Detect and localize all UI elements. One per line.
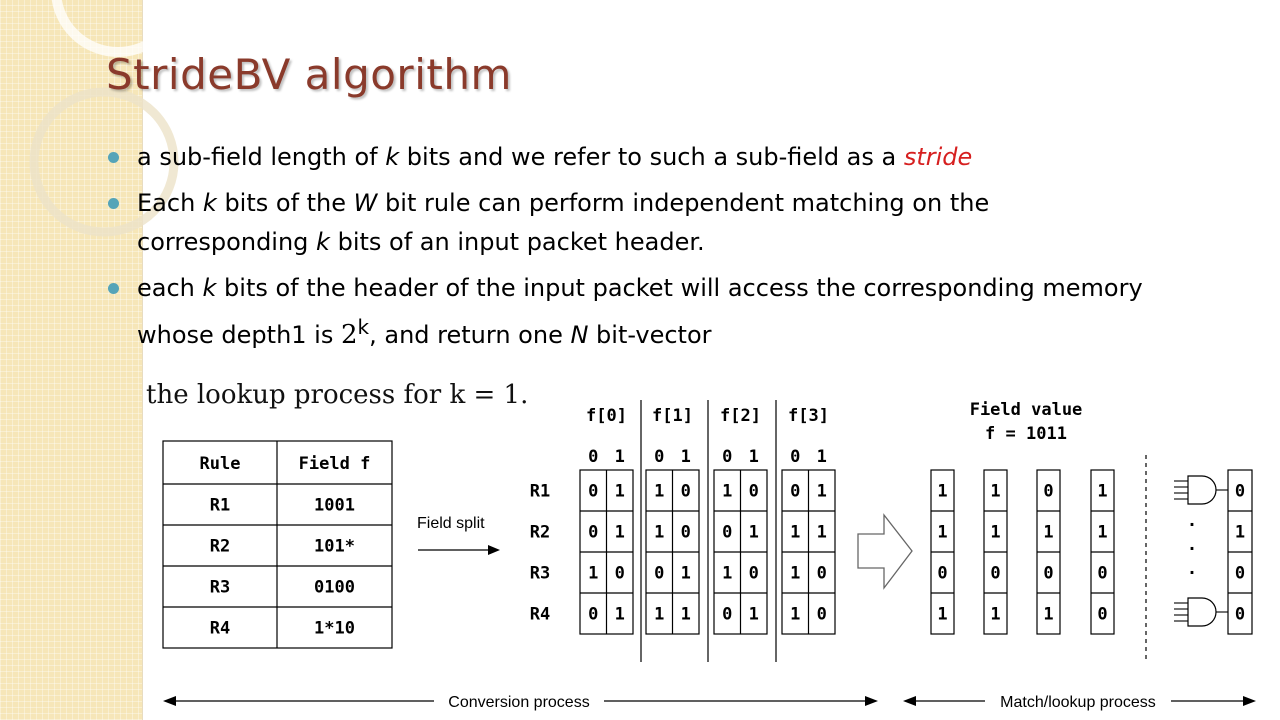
sub-table-cell: 0 xyxy=(790,481,801,502)
sub-table-cell: 0 xyxy=(722,522,733,543)
conversion-process-label: Conversion process xyxy=(448,694,590,711)
sub-table-header: f[0] xyxy=(586,406,627,426)
arrow-head-icon xyxy=(1243,696,1256,706)
table-cell: R3 xyxy=(209,577,231,598)
bit-label: 1 xyxy=(680,447,691,467)
sub-table-cell: 1 xyxy=(680,563,691,584)
ellipsis-dot: . xyxy=(1186,511,1198,531)
sub-table-cell: 0 xyxy=(816,563,827,584)
row-label: R4 xyxy=(529,604,551,625)
bullet-text: k xyxy=(385,143,400,171)
sub-table-cell: 1 xyxy=(790,604,801,625)
figure-caption: the lookup process for k = 1. xyxy=(146,380,529,410)
arrow-head-icon xyxy=(903,696,916,706)
bullet-text: a sub-field length of xyxy=(137,143,386,171)
arrow-head-icon xyxy=(865,696,878,706)
table-cell: 101* xyxy=(314,536,355,557)
result-cell: 0 xyxy=(1234,481,1246,502)
bullet-text: N xyxy=(570,321,589,349)
field-split-label: Field split xyxy=(417,515,485,532)
bullet-text: Each xyxy=(137,189,203,217)
sub-table-cell: 1 xyxy=(654,604,665,625)
bit-vector-cell: 1 xyxy=(1097,481,1108,502)
bit-vector-cell: 1 xyxy=(990,481,1001,502)
bit-label: 1 xyxy=(816,447,827,467)
sub-table-cell: 0 xyxy=(588,522,599,543)
bit-vector-cell: 0 xyxy=(1043,481,1054,502)
table-header: Field f xyxy=(298,454,371,474)
bit-vector-cell: 0 xyxy=(990,563,1001,584)
bit-vector-cell: 1 xyxy=(937,604,948,625)
bullet-text: k xyxy=(202,189,217,217)
bit-label: 0 xyxy=(588,447,599,467)
sub-table-header: f[3] xyxy=(788,406,829,426)
bit-vector-cell: 1 xyxy=(1043,522,1054,543)
bit-vector-cell: 1 xyxy=(937,481,948,502)
row-label: R2 xyxy=(529,522,551,543)
result-cell: 0 xyxy=(1234,563,1246,584)
sub-table-cell: 0 xyxy=(748,481,759,502)
and-gate-icon xyxy=(1174,476,1228,504)
sub-table-cell: 1 xyxy=(680,604,691,625)
row-label: R1 xyxy=(529,481,551,502)
bit-label: 1 xyxy=(614,447,625,467)
bullet-text: W xyxy=(353,189,378,217)
sub-table-cell: 0 xyxy=(816,604,827,625)
result-cell: 0 xyxy=(1234,604,1246,625)
bullet-text: 2 xyxy=(340,320,358,350)
bullet-text: each xyxy=(137,274,203,302)
sub-table-cell: 0 xyxy=(588,481,599,502)
match-process-label: Match/lookup process xyxy=(1000,694,1156,711)
table-header: Rule xyxy=(199,454,241,474)
table-cell: 0100 xyxy=(314,577,355,598)
sub-table-cell: 1 xyxy=(614,604,625,625)
bullet-text: k xyxy=(357,315,370,339)
bullet-text: stride xyxy=(903,143,973,171)
bit-vector-cell: 0 xyxy=(937,563,948,584)
bit-label: 0 xyxy=(790,447,801,467)
sub-table-header: f[1] xyxy=(652,406,693,426)
bullet-text: bits and we refer to such a sub-field as a xyxy=(399,143,904,171)
bit-vector-cell: 0 xyxy=(1043,563,1054,584)
sub-table-cell: 1 xyxy=(816,522,827,543)
sub-table-cell: 1 xyxy=(816,481,827,502)
table-cell: 1001 xyxy=(314,495,355,516)
sub-table-cell: 1 xyxy=(722,563,733,584)
bullet-text: , and return one xyxy=(369,321,571,349)
sub-table-cell: 1 xyxy=(748,522,759,543)
sub-table-cell: 0 xyxy=(588,604,599,625)
sub-table-cell: 0 xyxy=(614,563,625,584)
sub-table-cell: 1 xyxy=(748,604,759,625)
bit-vector-cell: 0 xyxy=(1097,604,1108,625)
bullet-text: bits of an input packet header. xyxy=(329,228,705,256)
bit-vector-cell: 1 xyxy=(937,522,948,543)
arrow-head-icon xyxy=(488,545,500,555)
bullet-text: k xyxy=(202,274,217,302)
sub-table-cell: 0 xyxy=(748,563,759,584)
table-cell: R2 xyxy=(209,536,231,557)
bullet-text: bit-vector xyxy=(588,321,712,349)
bullet-text: bits of the header of the input packet will access the corresponding memory whose depth1 is xyxy=(137,274,1143,349)
sub-table-cell: 1 xyxy=(588,563,599,584)
sub-table-cell: 0 xyxy=(654,563,665,584)
sub-table-cell: 0 xyxy=(722,604,733,625)
conversion-arrow-icon xyxy=(858,515,912,588)
sub-table-header: f[2] xyxy=(720,406,761,426)
bit-label: 0 xyxy=(654,447,665,467)
ellipsis-dot: . xyxy=(1186,559,1198,579)
row-label: R3 xyxy=(529,563,551,584)
bullet-text: bits of the xyxy=(216,189,354,217)
sub-table-cell: 1 xyxy=(654,481,665,502)
bit-vector-cell: 1 xyxy=(990,604,1001,625)
bit-vector-cell: 1 xyxy=(990,522,1001,543)
table-cell: R4 xyxy=(209,618,231,639)
bit-vector-cell: 1 xyxy=(1097,522,1108,543)
sub-table-cell: 1 xyxy=(790,563,801,584)
and-gate-icon xyxy=(1174,598,1228,626)
bit-label: 0 xyxy=(722,447,733,467)
bit-vector-cell: 0 xyxy=(1097,563,1108,584)
sub-table-cell: 0 xyxy=(680,522,691,543)
field-value-title: Field value xyxy=(969,400,1083,420)
sub-table-cell: 0 xyxy=(680,481,691,502)
slide-title: StrideBV algorithm xyxy=(106,50,512,99)
sub-table-cell: 1 xyxy=(722,481,733,502)
arrow-head-icon xyxy=(163,696,176,706)
ellipsis-dot: . xyxy=(1186,535,1198,555)
bullet-text: bit rule can perform independent matching on the corresponding xyxy=(137,189,990,256)
sub-table-cell: 1 xyxy=(790,522,801,543)
sub-table-cell: 1 xyxy=(614,522,625,543)
bit-vector-cell: 1 xyxy=(1043,604,1054,625)
sub-table-cell: 1 xyxy=(614,481,625,502)
table-cell: R1 xyxy=(209,495,231,516)
field-value-expr: f = 1011 xyxy=(985,424,1067,444)
sub-table-cell: 1 xyxy=(654,522,665,543)
result-cell: 1 xyxy=(1234,522,1246,543)
bullet-text: k xyxy=(316,228,330,256)
bit-label: 1 xyxy=(748,447,759,467)
table-cell: 1*10 xyxy=(314,618,355,639)
